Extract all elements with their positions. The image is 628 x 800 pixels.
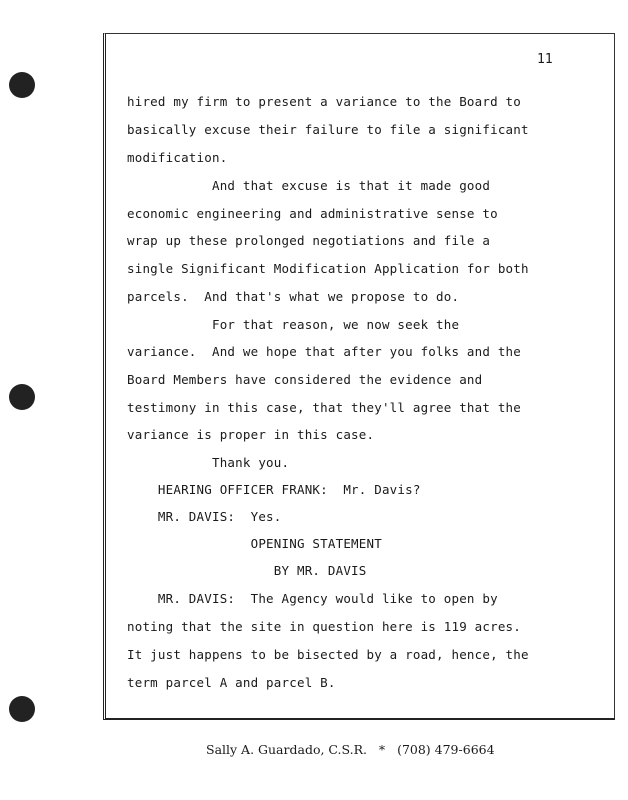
transcript-line-2: basically excuse their failure to file a significant bbox=[127, 122, 529, 137]
transcript-line-19: MR. DAVIS: The Agency would like to open by bbox=[127, 591, 498, 606]
transcript-line-15: HEARING OFFICER FRANK: Mr. Davis? bbox=[127, 482, 421, 497]
transcript-line-21: It just happens to be bisected by a road, hence, the bbox=[127, 647, 529, 662]
binder-hole-bottom bbox=[9, 696, 35, 722]
section-heading: OPENING STATEMENT bbox=[127, 536, 382, 551]
transcript-line-13: variance is proper in this case. bbox=[127, 427, 375, 442]
transcript-line-20: noting that the site in question here is 119 acres. bbox=[127, 619, 522, 634]
binder-hole-top bbox=[9, 72, 35, 98]
transcript-line-6: wrap up these prolonged negotiations and file a bbox=[127, 233, 491, 248]
transcript-line-12: testimony in this case, that they'll agree that the bbox=[127, 400, 522, 415]
transcript-line-5: economic engineering and administrative sense to bbox=[127, 206, 498, 221]
transcript-line-8: parcels. And that's what we propose to do. bbox=[127, 289, 460, 304]
reporter-footer: Sally A. Guardado, C.S.R. * (708) 479-6664 bbox=[206, 742, 495, 757]
transcript-line-11: Board Members have considered the evidence and bbox=[127, 372, 483, 387]
section-subheading: BY MR. DAVIS bbox=[127, 563, 367, 578]
transcript-line-4: And that excuse is that it made good bbox=[127, 178, 491, 193]
transcript-line-3: modification. bbox=[127, 150, 228, 165]
transcript-line-22: term parcel A and parcel B. bbox=[127, 675, 336, 690]
transcript-line-7: single Significant Modification Application for both bbox=[127, 261, 529, 276]
transcript-line-16: MR. DAVIS: Yes. bbox=[127, 509, 282, 524]
transcript-line-10: variance. And we hope that after you folks and the bbox=[127, 344, 522, 359]
transcript-line-9: For that reason, we now seek the bbox=[127, 317, 460, 332]
page-number: 11 bbox=[537, 52, 553, 67]
transcript-line-14: Thank you. bbox=[127, 455, 290, 470]
transcript-line-1: hired my firm to present a variance to the Board to bbox=[127, 94, 522, 109]
binder-hole-middle bbox=[9, 384, 35, 410]
